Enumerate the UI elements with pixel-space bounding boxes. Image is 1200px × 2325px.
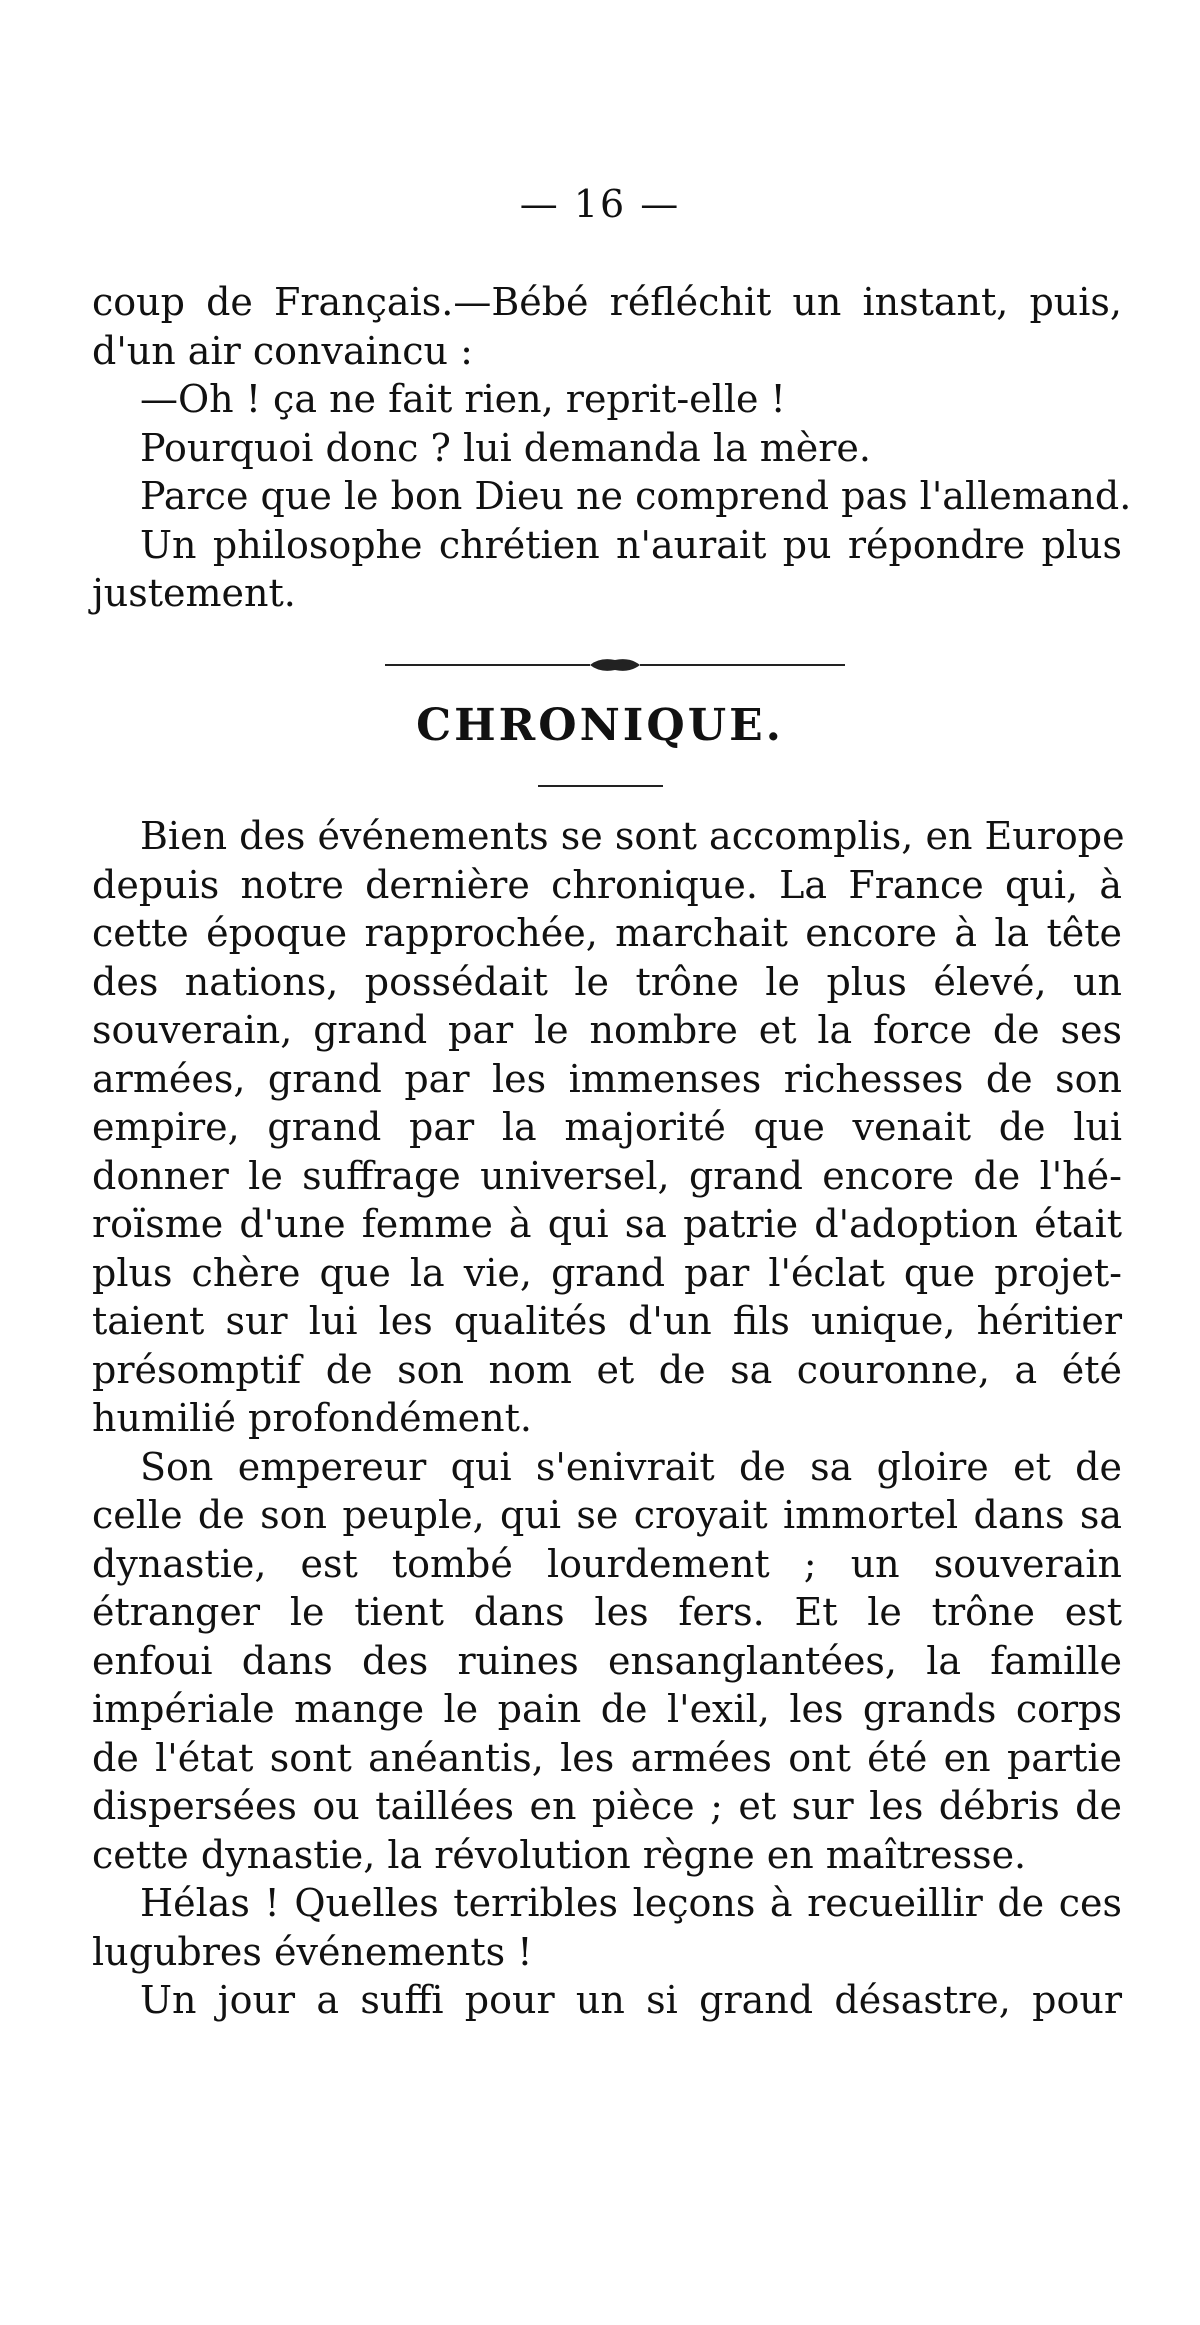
text-line: empire, grand par la majorité que venait de lui <box>92 1105 1122 1149</box>
text-line: justement. <box>92 571 296 615</box>
section-divider-ornament <box>385 650 845 680</box>
intro-paragraph <box>92 278 1132 618</box>
text-line: armées, grand par les immenses richesses de son <box>92 1056 1122 1101</box>
chronique-body <box>92 812 1125 2025</box>
text-line: Bien des événements se sont accomplis, en Europe <box>140 814 1125 858</box>
heading-rule <box>538 785 663 787</box>
text-line: celle de son peuple, qui se croyait immortel dans sa <box>92 1493 1122 1537</box>
text-line: donner le suffrage universel, grand encore de l'hé- <box>92 1153 1122 1198</box>
text-line: depuis notre dernière chronique. La France qui, à <box>92 862 1122 907</box>
text-line: souverain, grand par le nombre et la force de ses <box>92 1008 1122 1052</box>
text-line: d'un air convaincu : <box>92 328 473 373</box>
text-line: Son empereur qui s'enivrait de sa gloire et de <box>140 1444 1122 1489</box>
text-line: Pourquoi donc ? lui demanda la mère. <box>140 425 871 470</box>
text-line: taient sur lui les qualités d'un fils unique, héritier <box>92 1299 1122 1343</box>
text-line: présomptif de son nom et de sa couronne, a été <box>92 1347 1122 1392</box>
text-line: roïsme d'une femme à qui sa patrie d'adoption était <box>92 1202 1122 1246</box>
text-line: lugubres événements ! <box>92 1929 533 1974</box>
text-line: dynastie, est tombé lourdement ; un souverain <box>92 1541 1122 1586</box>
text-line: Un philosophe chrétien n'aurait pu répondre plus <box>140 522 1122 567</box>
text-line: des nations, possédait le trône le plus élevé, un <box>92 959 1122 1004</box>
text-line: —Oh ! ça ne fait rien, reprit-elle ! <box>140 377 786 421</box>
text-line: cette époque rapprochée, marchait encore à la tête <box>92 911 1122 955</box>
text-line: Hélas ! Quelles terribles leçons à recueillir de ces <box>140 1881 1122 1925</box>
text-line: cette dynastie, la révolution règne en maîtresse. <box>92 1832 1027 1877</box>
text-line: plus chère que la vie, grand par l'éclat que projet- <box>92 1250 1122 1295</box>
text-line: Un jour a suffi pour un si grand désastre, pour <box>140 1978 1122 2022</box>
text-line: étranger le tient dans les fers. Et le trône est <box>92 1590 1122 1634</box>
text-line: enfoui dans des ruines ensanglantées, la famille <box>92 1638 1122 1683</box>
text-line: Parce que le bon Dieu ne comprend pas l'allemand. <box>140 474 1132 518</box>
text-line: impériale mange le pain de l'exil, les grands corps <box>92 1687 1122 1731</box>
text-line: humilié profondément. <box>92 1396 532 1440</box>
page-number: — 16 — <box>519 182 681 226</box>
section-heading: CHRONIQUE. <box>416 700 784 751</box>
text-line: de l'état sont anéantis, les armées ont été en partie <box>92 1735 1122 1780</box>
text-line: dispersées ou taillées en pièce ; et sur les débris de <box>92 1784 1122 1828</box>
text-line: coup de Français.—Bébé réfléchit un instant, puis, <box>92 280 1122 324</box>
